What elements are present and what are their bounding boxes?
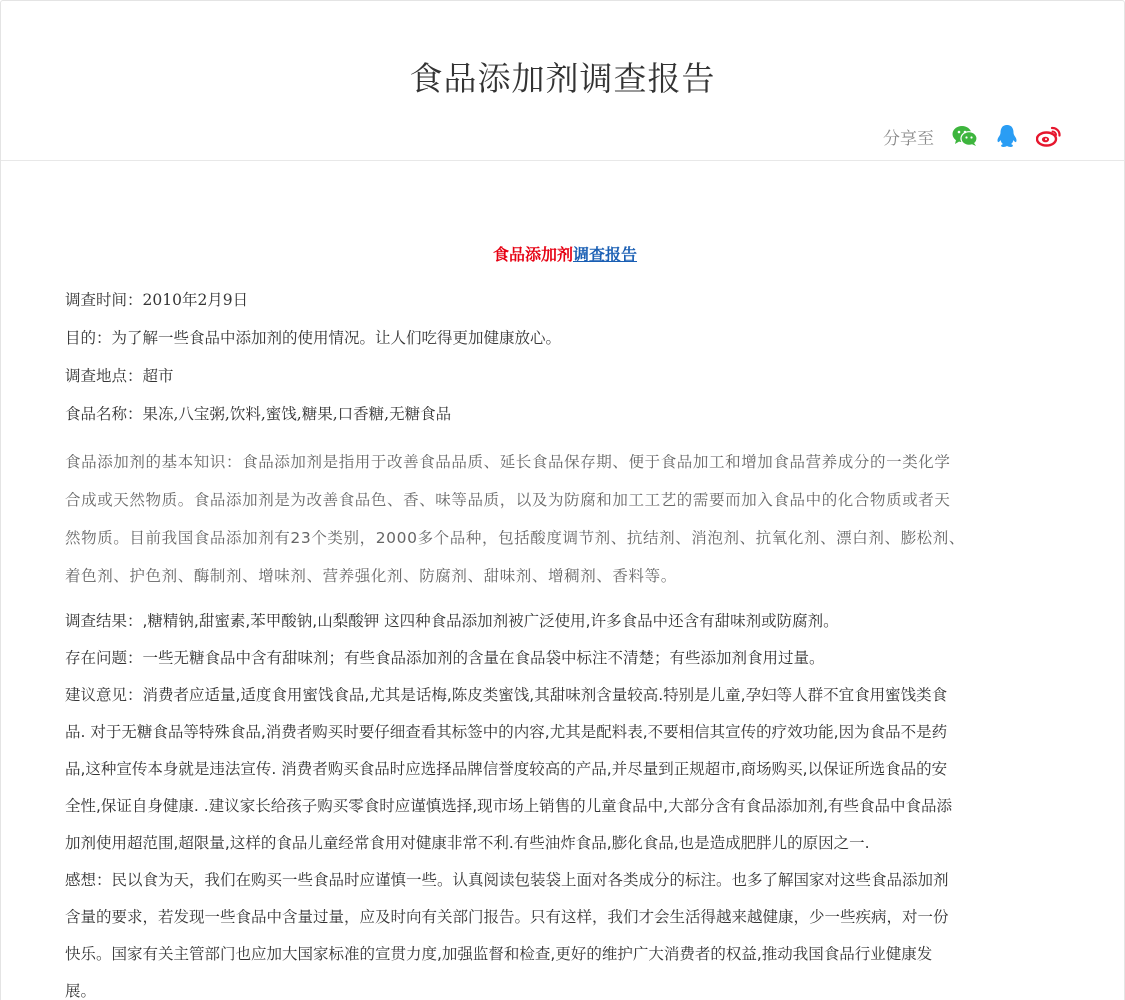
survey-location: 调查地点：超市 — [65, 367, 174, 385]
suggestions-line: 品,这种宣传本身就是违法宣传. 消费者购买食品时应选择品牌信誉度较高的产品,并尽量到正规超市,商场购买,以保证所选食品的安 — [65, 760, 948, 778]
food-names: 食品名称：果冻,八宝粥,饮料,蜜饯,糖果,口香糖,无糖食品 — [65, 405, 452, 423]
article-body — [65, 161, 1065, 1000]
qq-penguin-icon — [996, 124, 1018, 148]
page-title: 食品添加剂调查报告 — [409, 59, 716, 98]
suggestions-line: 品. 对于无糖食品等特殊食品,消费者购买时要仔细查看其标签中的内容,尤其是配料表,不要相信其宣传的疗效功能,因为食品不是药 — [65, 723, 948, 741]
existing-problems: 存在问题：一些无糖食品中含有甜味剂；有些食品添加剂的含量在食品袋中标注不清楚；有些添加剂食用过量。 — [65, 649, 825, 667]
share-weibo-button[interactable] — [1036, 123, 1062, 149]
reflection-line: 展。 — [65, 982, 97, 1000]
knowledge-line: 着色剂、护色剂、酶制剂、增味剂、营养强化剂、防腐剂、甜味剂、增稠剂、香料等。 — [65, 567, 677, 585]
survey-purpose: 目的：为了解一些食品中添加剂的使用情况。让人们吃得更加健康放心。 — [65, 329, 562, 347]
share-label: 分享至 — [883, 128, 934, 149]
article-heading — [65, 243, 1065, 267]
suggestions-line: 全性,保证自身健康. .建议家长给孩子购买零食时应谨慎选择,现市场上销售的儿童食品中,大部分含有食品添加剂,有些食品中食品添 — [65, 797, 952, 815]
article-heading-red: 食品添加剂 — [492, 245, 573, 264]
survey-results: 调查结果：,糖精钠,甜蜜素,苯甲酸钠,山梨酸钾 这四种食品添加剂被广泛使用,许多食品中还含有甜味剂或防腐剂。 — [65, 612, 839, 630]
reflection-line: 感想：民以食为天，我们在购买一些食品时应谨慎一些。认真阅读包装袋上面对各类成分的标注。也多了解国家对这些食品添加剂 — [65, 871, 949, 889]
share-qq-button[interactable] — [994, 123, 1020, 149]
knowledge-line: 食品添加剂的基本知识：食品添加剂是指用于改善食品品质、延长食品保存期、便于食品加工和增加食品营养成分的一类化学 — [65, 453, 951, 471]
weibo-icon — [1036, 125, 1062, 147]
wechat-icon — [952, 125, 978, 147]
survey-time: 调查时间：2010年2月9日 — [65, 291, 249, 309]
share-bar — [883, 121, 1062, 151]
basic-knowledge-paragraph — [65, 443, 1065, 595]
share-wechat-button[interactable] — [952, 123, 978, 149]
knowledge-line: 合成或天然物质。食品添加剂是为改善食品色、香、味等品质，以及为防腐和加工工艺的需要而加入食品中的化合物质或者天 — [65, 491, 951, 509]
reflection-line: 含量的要求，若发现一些食品中含量过量，应及时向有关部门报告。只有这样，我们才会生活得越来越健康，少一些疾病，对一份 — [65, 908, 949, 926]
suggestions-line: 加剂使用超范围,超限量,这样的食品儿童经常食用对健康非常不利.有些油炸食品,膨化食品,也是造成肥胖儿的原因之一. — [65, 834, 870, 852]
page-header — [1, 1, 1124, 161]
article-heading-link[interactable]: 调查报告 — [573, 245, 638, 264]
suggestions-line: 建议意见：消费者应适量,适度食用蜜饯食品,尤其是话梅,陈皮类蜜饯,其甜味剂含量较高.特别是儿童,孕妇等人群不宜食用蜜饯类食 — [65, 686, 948, 704]
knowledge-line: 然物质。目前我国食品添加剂有23个类别，2000多个品种，包括酸度调节剂、抗结剂、消泡剂、抗氧化剂、漂白剂、膨松剂、 — [65, 529, 965, 547]
findings-section — [65, 603, 1065, 1000]
reflection-line: 快乐。国家有关主管部门也应加大国家标准的宣贯力度,加强监督和检查,更好的维护广大消费者的权益,推动我国食品行业健康发 — [65, 945, 933, 963]
